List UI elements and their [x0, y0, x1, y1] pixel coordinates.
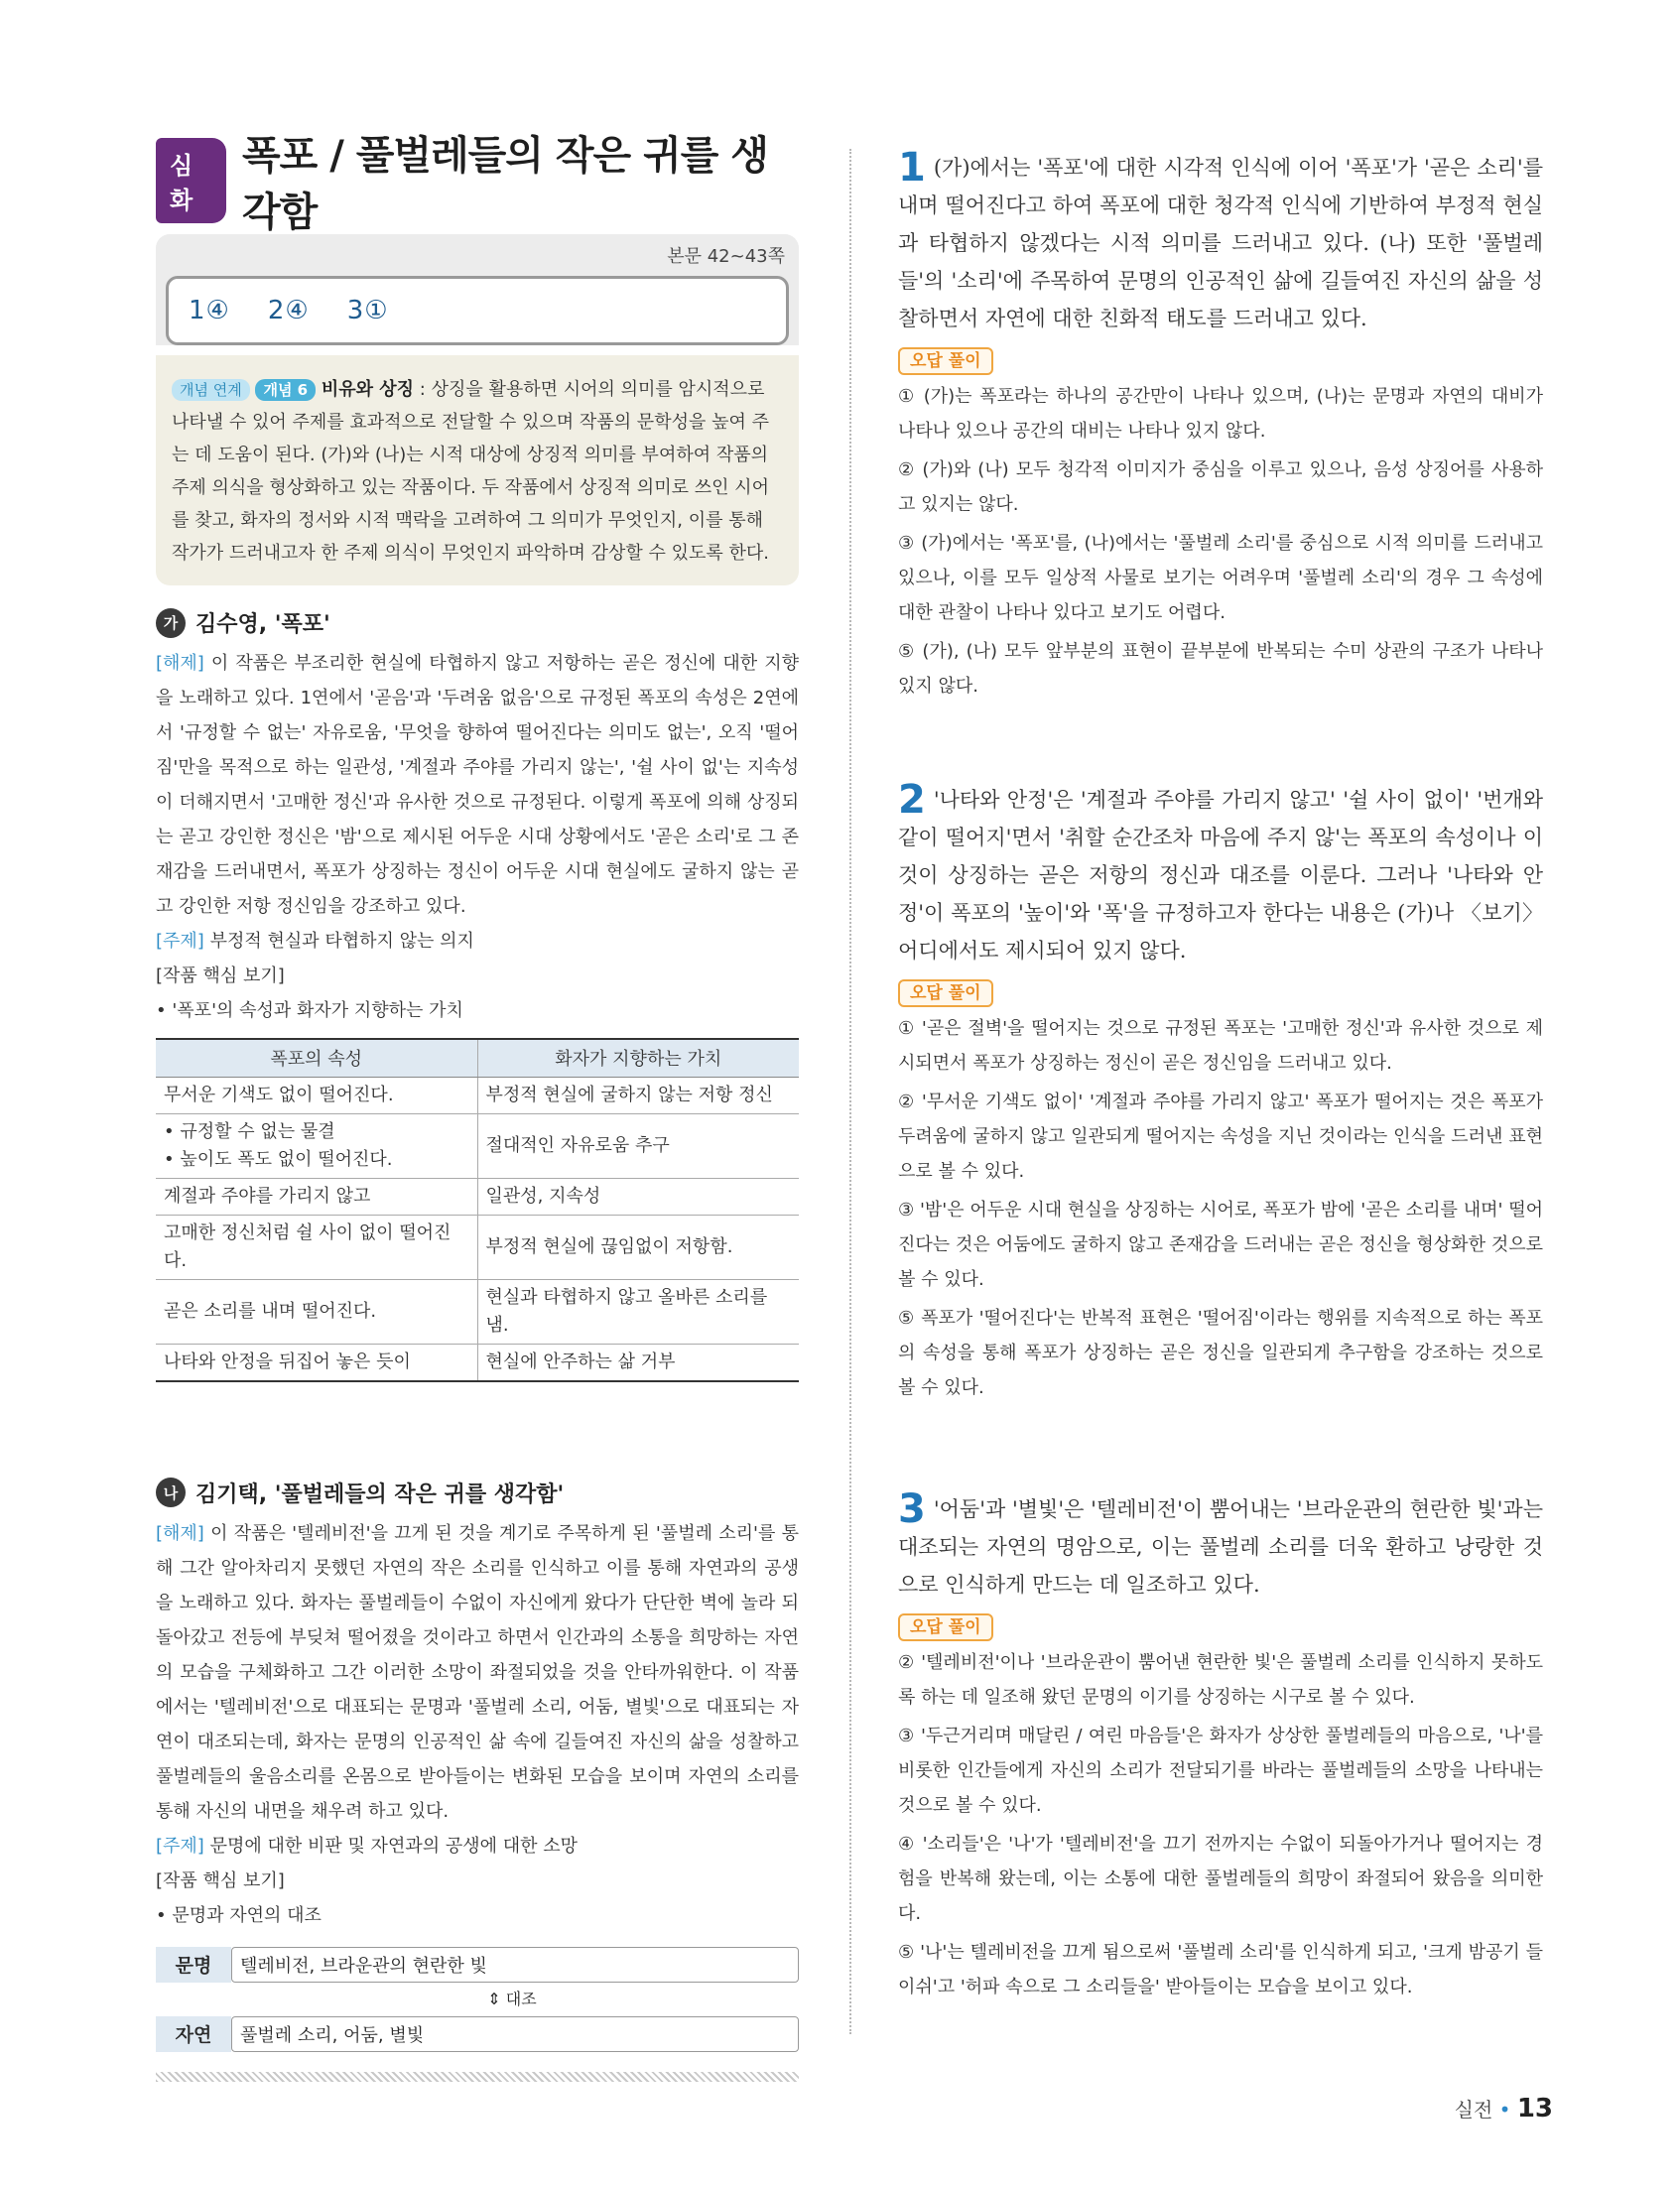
section-ga-heading [156, 607, 799, 638]
contrast-label: 문명 [156, 1947, 231, 1983]
contrast-arrow [156, 1983, 799, 2016]
table-cell: 부정적 현실에 끊임없이 저항함. [477, 1215, 799, 1279]
answer-2: 2④ [267, 296, 310, 325]
explanation: ② '텔레비전'이나 '브라운관이 뿜어낸 현란한 빛'은 풀벌레 소리를 인식하지 못하도록 하는 데 일조해 왔던 문명의 이기를 상징하는 시구로 볼 수 있다. [898, 1652, 1543, 1708]
wrong-answer-tag: 오답 풀이 [898, 347, 993, 375]
table-cell: 일관성, 지속성 [477, 1178, 799, 1215]
haeje-label: [해제] [156, 1522, 204, 1544]
footer-label: 실전 [1454, 2098, 1493, 2122]
answer-box [166, 276, 789, 345]
wrong-answer-tag: 오답 풀이 [898, 979, 993, 1007]
page-number: 13 [1516, 2094, 1553, 2124]
section-na-heading [156, 1478, 799, 1508]
title-row [156, 133, 799, 235]
table-row [156, 1178, 799, 1215]
table-cell: 현실에 안주하는 삶 거부 [477, 1344, 799, 1381]
question-number: 3 [898, 1486, 926, 1532]
section-na-theme [156, 1829, 799, 1864]
table-cell: 절대적인 자유로움 추구 [477, 1113, 799, 1178]
section-ga-theme [156, 924, 799, 959]
table-row [156, 1215, 799, 1279]
table-cell: 계절과 주야를 가리지 않고 [156, 1178, 477, 1215]
table-header: 화자가 지향하는 가치 [477, 1039, 799, 1077]
explanation: ④ '소리들'은 '나'가 '텔레비전'을 끄기 전까지는 수없이 되돌아가거나 떨어지는 경험을 반복해 왔는데, 이는 소통에 대한 풀벌레들의 희망이 좌절되어 왔음을 의미한다. [898, 1834, 1543, 1924]
explanation: ⑤ '나'는 텔레비전을 끄게 됨으로써 '풀벌레 소리'를 인식하게 되고, '크게 밤공기 들이쉬'고 '허파 속으로 그 소리들을' 받아들이는 모습을 보이고 있다. [898, 1942, 1543, 1997]
concept-text: : 상징을 활용하면 시어의 의미를 암시적으로 나타낼 수 있어 주제를 효과적으로 전달할 수 있으며 작품의 문학성을 높여 주는 데 도움이 된다. (가)와 (나)는 시적 대상에 상징적 의미를 부여하여 작품의 주제 의식을 형상화하고 있는 작품이다. 두 작품에서 상징적 의미로 쓰인 시어를 찾고, 화자의 정서와 시적 맥락을 고려하여 그 의미가 무엇인지, 이를 통해 작가가 드러내고자 한 주제 의식이 무엇인지 파악하며 감상할 수 있도록 한다. [172, 379, 769, 564]
core-item: • '폭포'의 속성과 화자가 지향하는 가치 [156, 1000, 463, 1021]
up-down-arrow-icon: ⇕ [487, 1989, 501, 2008]
explanation: ③ '밤'은 어두운 시대 현실을 상징하는 시어로, 폭포가 밤에 '곧은 소리를 내며' 떨어진다는 것은 어둠에도 굴하지 않고 존재감을 드러내는 곧은 정신을 형상화한 것으로 볼 수 있다. [898, 1200, 1543, 1290]
question-body: '어둠'과 '별빛'은 '텔레비전'이 뿜어내는 '브라운관의 현란한 빛'과는 대조되는 자연의 명암으로, 이는 풀벌레 소리를 더욱 환하고 낭랑한 것으로 인식하게 만드는 데 일조하고 있다. [898, 1497, 1543, 1597]
table-cell: 무서운 기색도 없이 떨어진다. [156, 1077, 477, 1113]
question-text [898, 145, 1543, 337]
concept-key: 비유와 상징 [321, 379, 415, 400]
table-row [156, 1279, 799, 1344]
page-title: 폭포 / 풀벌레들의 작은 귀를 생각함 [241, 133, 768, 235]
explanation: ③ '두근거리며 매달린 / 여린 마음들'은 화자가 상상한 풀벌레들의 마음으로, '나'를 비롯한 인간들에게 자신의 소리가 전달되기를 바라는 풀벌레들의 소망을 나타내는 것으로 볼 수 있다. [898, 1726, 1543, 1816]
section-ga-title: 김수영, '폭포' [195, 612, 330, 637]
theme-label: [주제] [156, 931, 204, 952]
table-cell: 현실과 타협하지 않고 올바른 소리를 냄. [477, 1279, 799, 1344]
question-text [898, 777, 1543, 969]
concept-link-tag: 개념 연계 [172, 379, 250, 401]
answer-3: 3① [346, 296, 389, 325]
explanation: ⑤ 폭포가 '떨어진다'는 반복적 표현은 '떨어짐'이라는 행위를 지속적으로 하는 폭포의 속성을 통해 폭포가 상징하는 곧은 정신을 일관되게 추구함을 강조하는 것으로 볼 수 있다. [898, 1308, 1543, 1398]
table-cell: • 규정할 수 없는 물결 • 높이도 폭도 없이 떨어진다. [156, 1113, 477, 1178]
explanation: ① (가)는 폭포라는 하나의 공간만이 나타나 있으며, (나)는 문명과 자연의 대비가 나타나 있으나 공간의 대비는 나타나 있지 않다. [898, 386, 1543, 442]
right-column [898, 145, 1543, 2004]
concept-box [156, 355, 799, 585]
question-1 [898, 145, 1543, 704]
table-cell: 나타와 안정을 뒤집어 놓은 듯이 [156, 1344, 477, 1381]
question-text [898, 1486, 1543, 1604]
explanation: ⑤ (가), (나) 모두 앞부분의 표현이 끝부분에 반복되는 수미 상관의 구조가 나타나 있지 않다. [898, 641, 1543, 697]
explanation: ① '곧은 절벽'을 떨어지는 것으로 규정된 폭포는 '고매한 정신'과 유사한 것으로 제시되면서 폭포가 상징하는 정신이 곧은 정신임을 드러내고 있다. [898, 1018, 1543, 1074]
theme-text: 부정적 현실과 타협하지 않는 의지 [209, 931, 474, 952]
column-divider [849, 149, 851, 2034]
section-marker-ga: 가 [156, 608, 186, 638]
explanation: ③ (가)에서는 '폭포'를, (나)에서는 '풀벌레 소리'를 중심으로 시적 의미를 드러내고 있으나, 이를 모두 일상적 사물로 보기는 어려우며 '풀벌레 소리'의 경우 그 속성에 대한 관찰이 나타나 있다고 보기도 어렵다. [898, 533, 1543, 623]
answer-1: 1④ [189, 296, 230, 325]
contrast-value: 텔레비전, 브라운관의 현란한 빛 [231, 1947, 799, 1983]
level-badge: 심화 [156, 138, 226, 223]
wrong-answer-tag: 오답 풀이 [898, 1613, 993, 1641]
explanation: ② (가)와 (나) 모두 청각적 이미지가 중심을 이루고 있으나, 음성 상징어를 사용하고 있지는 않다. [898, 459, 1543, 515]
question-3 [898, 1486, 1543, 2004]
table-cell: 부정적 현실에 굴하지 않는 저항 정신 [477, 1077, 799, 1113]
answer-panel [156, 234, 799, 345]
haeje-text: 이 작품은 '텔레비전'을 끄게 된 것을 계기로 주목하게 된 '풀벌레 소리'를 통해 그간 알아차리지 못했던 자연의 작은 소리를 인식하고 이를 통해 자연과의 공생을 노래하고 있다. 화자는 풀벌레들이 수없이 자신에게 왔다가 단단한 벽에 놀라 되돌아갔고 전등에 부딪쳐 떨어졌을 것이라고 하면서 인간과의 소통을 희망하는 자연의 모습을 구체화하고 그간 이러한 소망이 좌절되었을 것을 안타까워한다. 이 작품에서는 '텔레비전'으로 대표되는 문명과 '풀벌레 소리, 어둠, 별빛'으로 대표되는 자연이 대조되는데, 화자는 문명의 인공적인 삶 속에 길들여진 자신의 삶을 성찰하고 풀벌레들의 울음소리를 온몸으로 받아들이는 변화된 모습을 보이며 자연의 소리를 통해 자신의 내면을 채우려 하고 있다. [156, 1522, 799, 1822]
left-column [156, 133, 799, 2082]
theme-label: [주제] [156, 1835, 204, 1857]
contrast-row-civilization [156, 1947, 799, 1983]
section-marker-na: 나 [156, 1478, 186, 1507]
table-row [156, 1077, 799, 1113]
section-na-haeje [156, 1516, 799, 1829]
core-label: [작품 핵심 보기] [156, 1869, 285, 1891]
haeje-text: 이 작품은 부조리한 현실에 타협하지 않고 저항하는 곧은 정신에 대한 지향을 노래하고 있다. 1연에서 '곧음'과 '두려움 없음'으로 규정된 폭포의 속성은 2연에서 '규정할 수 없는' 자유로움, '무엇을 향하여 떨어진다는 의미도 없는', 오직 '떨어짐'만을 목적으로 하는 일관성, '계절과 주야를 가리지 않는', '쉴 사이 없'는 지속성이 더해지면서 '고매한 정신'과 유사한 것으로 규정된다. 이렇게 폭포에 의해 상징되는 곧고 강인한 정신은 '밤'으로 제시된 어두운 시대 상황에서도 '곧은 소리'로 그 존재감을 드러내면서, 폭포가 상징하는 정신이 어두운 시대 현실에도 굴하지 않는 곧고 강인한 저항 정신임을 강조하고 있다. [156, 653, 799, 917]
table-header: 폭포의 속성 [156, 1039, 477, 1077]
core-label: [작품 핵심 보기] [156, 965, 285, 986]
table-cell: 고매한 정신처럼 쉴 사이 없이 떨어진다. [156, 1215, 477, 1279]
page-reference: 본문 42~43쪽 [667, 246, 785, 267]
contrast-diagram [156, 1947, 799, 2052]
section-na-title: 김기택, '풀벌레들의 작은 귀를 생각함' [195, 1481, 565, 1507]
theme-text: 문명에 대한 비판 및 자연과의 공생에 대한 소망 [209, 1835, 578, 1857]
question-2 [898, 777, 1543, 1405]
haeje-label: [해제] [156, 653, 204, 674]
table-row [156, 1113, 799, 1178]
question-number: 1 [898, 145, 926, 191]
core-item: • 문명과 자연의 대조 [156, 1904, 322, 1926]
explanation: ② '무서운 기색도 없이' '계절과 주야를 가리지 않고' 폭포가 떨어지는 것은 폭포가 두려움에 굴하지 않고 일관되게 떨어지는 속성을 지닌 것이라는 인식을 드러낸 표현으로 볼 수 있다. [898, 1092, 1543, 1182]
concept-number-tag: 개념 6 [255, 379, 316, 401]
table-row [156, 1344, 799, 1381]
table-cell: 곧은 소리를 내며 떨어진다. [156, 1279, 477, 1344]
waterfall-table [156, 1038, 799, 1382]
question-number: 2 [898, 777, 926, 823]
question-body: (가)에서는 '폭포'에 대한 시각적 인식에 이어 '폭포'가 '곧은 소리'를 내며 떨어진다고 하여 폭포에 대한 청각적 인식에 기반하여 부정적 현실과 타협하지 않겠다는 시적 의미를 드러내고 있다. (나) 또한 '풀벌레들'의 '소리'에 주목하여 문명의 인공적인 삶에 길들여진 자신의 삶을 성찰하면서 자연에 대한 친화적 태도를 드러내고 있다. [898, 156, 1543, 330]
contrast-row-nature [156, 2016, 799, 2052]
page-footer [1455, 2094, 1553, 2124]
contrast-label: 자연 [156, 2016, 231, 2052]
contrast-mid-label: 대조 [505, 1989, 537, 2008]
hatch-divider [156, 2072, 799, 2082]
footer-dot: • [1498, 2098, 1511, 2122]
contrast-value: 풀벌레 소리, 어둠, 별빛 [231, 2016, 799, 2052]
question-body: '나타와 안정'은 '계절과 주야를 가리지 않고' '쉴 사이 없이' '번개와 같이 떨어지'면서 '취할 순간조차 마음에 주지 않'는 폭포의 속성이나 이것이 상징하는 곧은 저항의 정신과 대조를 이룬다. 그러나 '나타와 안정'이 폭포의 '높이'와 '폭'을 규정하고자 한다는 내용은 (가)나 〈보기〉 어디에서도 제시되어 있지 않다. [898, 788, 1543, 963]
section-ga-haeje [156, 646, 799, 924]
